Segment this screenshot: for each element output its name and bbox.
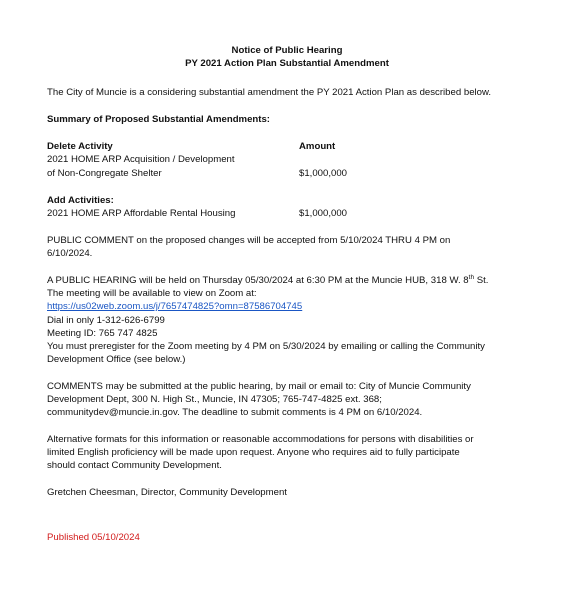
alternative-line2: limited English proficiency will be made upon request. Anyone who requires aid to fully participate — [47, 447, 460, 458]
hearing-line2: The meeting will be available to view on Zoom at: — [47, 288, 257, 299]
dial-in-line: Dial in only 1-312-626-6799 — [47, 315, 165, 326]
comments-line2: Development Dept, 300 N. High St., Muncie, IN 47305; 765-747-4825 ext. 368; — [47, 394, 382, 405]
meeting-id-line: Meeting ID: 765 747 4825 — [47, 328, 158, 339]
add-activities-heading: Add Activities: — [47, 195, 114, 206]
zoom-link[interactable]: https://us02web.zoom.us/j/7657474825?omn=87586704745 — [47, 301, 303, 312]
preregister-line2: Development Office (see below.) — [47, 354, 186, 365]
add-activity-line1: 2021 HOME ARP Affordable Rental Housing — [47, 208, 236, 219]
add-activity-amount: $1,000,000 — [299, 208, 348, 219]
hearing-line1 — [47, 274, 488, 287]
hearing-line1-text: A PUBLIC HEARING will be held on Thursday 05/30/2024 at 6:30 PM at the Muncie HUB, 318 W. 8 — [47, 275, 469, 286]
delete-activity-amount: $1,000,000 — [299, 168, 348, 179]
public-comment-line2: 6/10/2024. — [47, 248, 93, 259]
notice-subtitle: PY 2021 Action Plan Substantial Amendment — [185, 58, 389, 69]
comments-line1: COMMENTS may be submitted at the public hearing, by mail or email to: City of Muncie Community — [47, 381, 471, 392]
preregister-line1: You must preregister for the Zoom meeting by 4 PM on 5/30/2024 by emailing or calling the Community — [47, 341, 485, 352]
notice-title: Notice of Public Hearing — [231, 45, 343, 56]
alternative-line1: Alternative formats for this information or reasonable accommodations for persons with disabilities or — [47, 434, 474, 445]
signature-line: Gretchen Cheesman, Director, Community Development — [47, 487, 287, 498]
public-comment-line1: PUBLIC COMMENT on the proposed changes will be accepted from 5/10/2024 THRU 4 PM on — [47, 235, 451, 246]
summary-heading: Summary of Proposed Substantial Amendments: — [47, 114, 271, 125]
delete-activity-heading: Delete Activity — [47, 141, 113, 152]
intro-paragraph: The City of Muncie is a considering substantial amendment the PY 2021 Action Plan as described below. — [47, 87, 492, 98]
ordinal-suffix: th — [468, 273, 475, 281]
comments-line3: communitydev@muncie.in.gov. The deadline to submit comments is 4 PM on 6/10/2024. — [47, 407, 423, 418]
delete-activity-line1: 2021 HOME ARP Acquisition / Development — [47, 154, 235, 165]
amount-heading: Amount — [299, 141, 336, 152]
published-date: Published 05/10/2024 — [47, 532, 140, 543]
alternative-line3: should contact Community Development. — [47, 460, 222, 471]
hearing-line1-end: St. — [474, 275, 489, 286]
delete-activity-line2: of Non-Congregate Shelter — [47, 168, 162, 179]
